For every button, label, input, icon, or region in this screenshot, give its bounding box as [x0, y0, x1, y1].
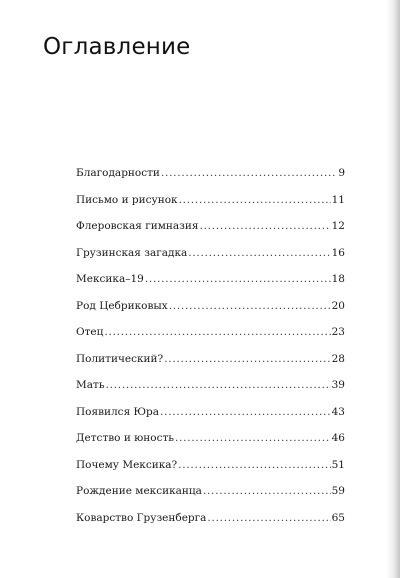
- toc-entry-page: 39: [331, 379, 345, 391]
- toc-entry-page: 20: [331, 299, 345, 312]
- toc-entry: [76, 505, 345, 532]
- toc-entry: [76, 346, 345, 373]
- toc-leader-dots: [200, 213, 331, 240]
- toc-leader-dots: [160, 399, 331, 426]
- toc-leader-dots: [179, 187, 331, 214]
- toc-entry-title: Политический?: [76, 352, 164, 365]
- toc-entry: [76, 319, 345, 346]
- toc-entry: [76, 213, 345, 240]
- page-edge-shadow: [386, 0, 400, 578]
- toc-entry-page: 23: [331, 326, 345, 338]
- toc-entry-title: Отец: [76, 326, 104, 338]
- toc-leader-dots: [106, 372, 331, 399]
- page-title: Оглавление: [43, 34, 191, 60]
- toc-entry-page: 46: [331, 432, 345, 444]
- toc-entry: [76, 240, 345, 267]
- toc-entry-title: Благодарности: [76, 167, 160, 179]
- toc-leader-dots: [104, 319, 330, 346]
- toc-entry: [76, 425, 345, 452]
- toc-entry-title: Грузинская загадка: [76, 246, 188, 259]
- toc-entry-title: Письмо и рисунок: [76, 193, 178, 206]
- toc-entry-title: Появился Юра: [76, 405, 160, 418]
- toc-leader-dots: [175, 425, 331, 452]
- toc-entry-title: Мать: [76, 379, 105, 391]
- toc-entry: [76, 372, 345, 399]
- toc-entry-page: 16: [331, 246, 345, 259]
- toc-entry: [76, 399, 345, 426]
- toc-entry-title: Детство и юность: [76, 432, 175, 444]
- toc-leader-dots: [178, 452, 330, 479]
- toc-entry-title: Флеровская гимназия: [76, 220, 199, 232]
- toc-leader-dots: [161, 160, 337, 187]
- toc-leader-dots: [188, 240, 330, 267]
- toc-leader-dots: [207, 505, 330, 532]
- toc-entry-title: Мексика–19: [76, 273, 144, 285]
- toc-leader-dots: [145, 266, 331, 293]
- toc-entry-page: 18: [331, 273, 345, 285]
- toc-entry-page: 11: [331, 193, 345, 206]
- toc-entry-title: Коварство Грузенберга: [76, 511, 207, 524]
- toc-entry-page: 28: [331, 352, 345, 365]
- toc-entry-page: 65: [331, 511, 345, 524]
- toc-entry: [76, 478, 345, 505]
- toc-entry-title: Почему Мексика?: [76, 458, 178, 471]
- toc-entry: [76, 293, 345, 320]
- toc-entry-title: Рождение мексиканца: [76, 485, 202, 497]
- toc-entry: [76, 266, 345, 293]
- toc-entry-page: 59: [331, 485, 345, 497]
- toc-leader-dots: [169, 293, 331, 320]
- toc-entry: [76, 452, 345, 479]
- toc-entry-page: 9: [338, 167, 345, 179]
- toc-leader-dots: [164, 346, 330, 373]
- toc-entry: [76, 187, 345, 214]
- table-of-contents: [76, 160, 345, 531]
- toc-entry-title: Род Цебриковых: [76, 299, 168, 312]
- toc-entry-page: 43: [331, 405, 345, 418]
- toc-entry-page: 12: [331, 220, 345, 232]
- toc-entry-page: 51: [331, 458, 345, 471]
- toc-leader-dots: [203, 478, 331, 505]
- toc-entry: [76, 160, 345, 187]
